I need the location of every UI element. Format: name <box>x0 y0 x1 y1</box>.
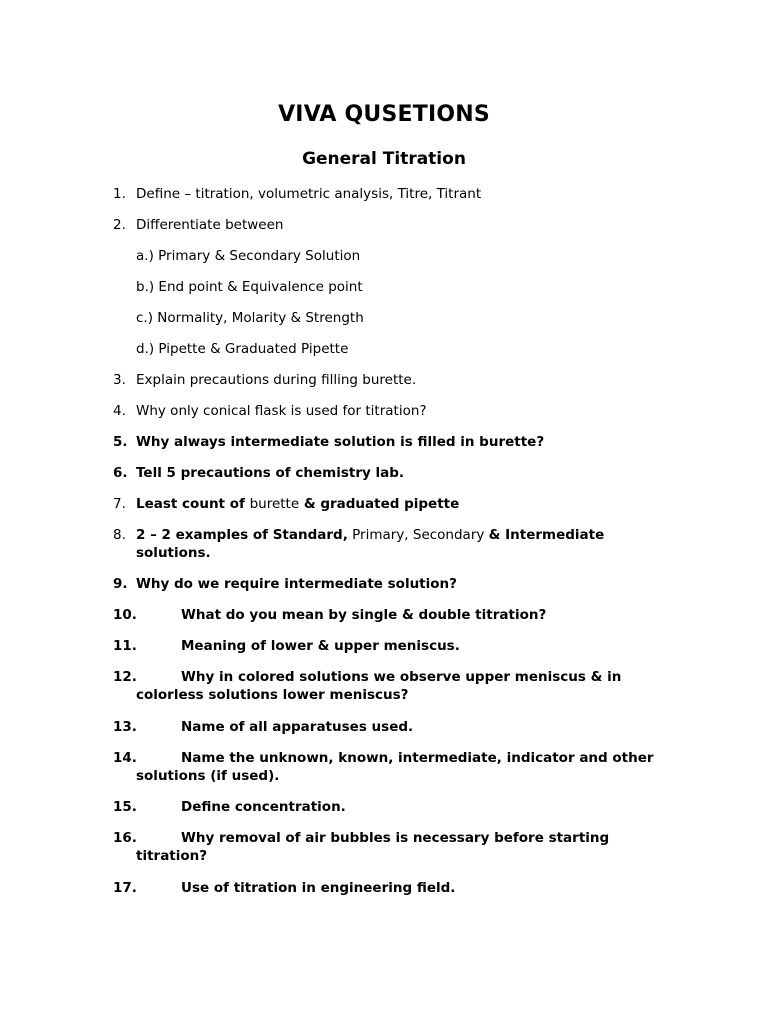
item-number: 7. <box>113 496 126 512</box>
item-text <box>136 495 676 513</box>
item-number: 2. <box>113 217 126 233</box>
sub-item: a.) Primary & Secondary Solution <box>136 248 361 264</box>
item-text-part: & graduated pipette <box>299 496 460 512</box>
item-text-part: burette <box>249 496 300 512</box>
item-number: 17. <box>113 880 137 896</box>
item-text: Tell 5 precautions of chemistry lab. <box>136 465 405 481</box>
item-number: 4. <box>113 403 126 419</box>
sub-item: b.) End point & Equivalence point <box>136 279 363 295</box>
item-text: Meaning of lower & upper meniscus. <box>181 638 460 654</box>
item-text: What do you mean by single & double titration? <box>181 607 547 623</box>
item-number: 16. <box>113 830 137 846</box>
item-number: 9. <box>113 576 128 592</box>
item-number: 1. <box>113 186 126 202</box>
item-text-continued: colorless solutions lower meniscus? <box>136 687 409 703</box>
sub-item: d.) Pipette & Graduated Pipette <box>136 341 349 357</box>
item-text: Name the unknown, known, intermediate, indicator and other <box>181 750 654 766</box>
item-text-part: Primary, Secondary <box>347 527 489 543</box>
item-number: 6. <box>113 465 128 481</box>
item-number: 3. <box>113 372 126 388</box>
item-text: Differentiate between <box>136 217 284 233</box>
item-text: Define concentration. <box>181 799 346 815</box>
item-text-part: & Intermediate <box>488 527 605 543</box>
item-text: Why do we require intermediate solution? <box>136 576 457 592</box>
item-text: Name of all apparatuses used. <box>181 719 414 735</box>
item-text: Why always intermediate solution is filled in burette? <box>136 434 545 450</box>
sub-item: c.) Normality, Molarity & Strength <box>136 310 364 326</box>
item-text: Why removal of air bubbles is necessary before starting <box>181 830 610 846</box>
item-text: Why in colored solutions we observe upper meniscus & in <box>181 669 622 685</box>
item-number: 11. <box>113 638 137 654</box>
page-title: VIVA QUSETIONS <box>278 102 490 127</box>
item-text-part: 2 – 2 examples of Standard, <box>136 527 348 543</box>
item-text-continued: titration? <box>136 848 208 864</box>
item-text-part: solutions. <box>136 545 211 561</box>
item-text <box>136 526 676 562</box>
section-heading: General Titration <box>302 149 466 169</box>
item-text: Use of titration in engineering field. <box>181 880 456 896</box>
item-number: 8. <box>113 527 126 543</box>
item-number: 10. <box>113 607 137 623</box>
item-number: 15. <box>113 799 137 815</box>
item-text-part: Least count of <box>136 496 250 512</box>
item-text-continued: solutions (if used). <box>136 768 280 784</box>
item-text: Explain precautions during filling burette. <box>136 372 417 388</box>
item-number: 13. <box>113 719 137 735</box>
item-number: 14. <box>113 750 137 766</box>
item-text: Define – titration, volumetric analysis, Titre, Titrant <box>136 186 482 202</box>
item-text: Why only conical flask is used for titration? <box>136 403 427 419</box>
item-number: 5. <box>113 434 128 450</box>
item-number: 12. <box>113 669 137 685</box>
